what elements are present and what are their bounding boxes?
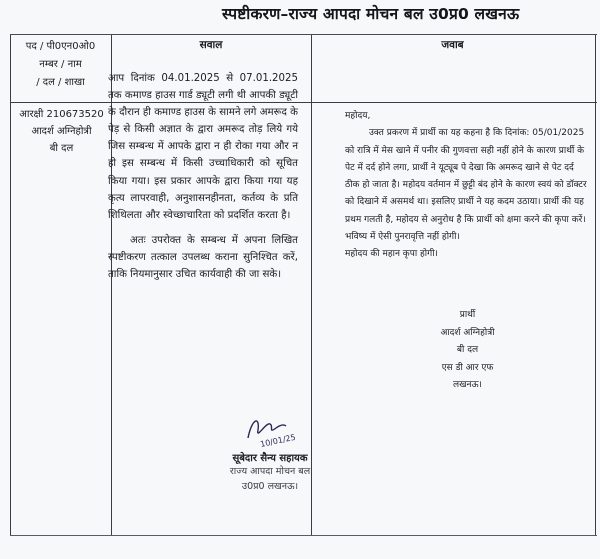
answer-closing: महोदय की महान कृपा होगी।	[345, 249, 438, 260]
person-unit: बी दल	[49, 143, 74, 154]
answer-text	[345, 108, 590, 264]
issuer-org-line-1: राज्य आपदा मोचन बल	[229, 466, 311, 477]
issuer-designation: सूबेदार सैन्य सहायक	[232, 453, 308, 464]
person-details	[12, 106, 111, 157]
answer-paragraph: उक्त प्रकरण में प्रार्थी का यह कहना है कि दिनांक: 05/01/2025 को रात्रि में मेस खाने में पनीर की गुणवत्ता सही नहीं होने के कारण प्रार्थी के पेट में दर्द होने लगा, प्रार्थी ने यूट्यूब पे देखा कि अमरूद खाने से पेट दर्द ठीक हो जाता है। महोदय वर्तमान में छुट्टी बंद होने के कारण स्वयं को डॉक्टर को दिखाने में असमर्थ था। इसलिए प्रार्थी ने यह कदम उठाया। प्रार्थी की यह प्रथम गलती है, महोदय से अनुरोध है कि प्रार्थी को क्षमा करने की कृपा करें। भविष्य में ऐसी पुनरावृत्ति नहीं होगी।	[345, 128, 587, 243]
applicant-signature-block	[400, 307, 535, 395]
issuer-org-line-2: उ0प्र0 लखनऊ।	[241, 481, 299, 492]
applicant-force: एस डी आर एफ	[441, 362, 494, 373]
issuer-signature-block	[200, 412, 340, 494]
question-paragraph-2: अतः उपरोक्त के सम्बन्ध में अपना लिखित स्पष्टीकरण तत्काल उपलब्ध कराना सुनिश्चित करें, ताकि नियमानुसार उचित कार्यवाही की जा सके।	[108, 234, 298, 281]
question-text	[108, 70, 298, 283]
header-answer: जवाब	[441, 39, 464, 51]
person-id: आरक्षी 210673520	[19, 109, 104, 120]
svg-text:10/01/25: 10/01/25	[259, 432, 297, 448]
applicant-label: प्रार्थी	[459, 310, 476, 320]
question-paragraph-1: आप दिनांक 04.01.2025 से 07.01.2025 तक कमाण्ड हाउस गार्ड ड्यूटी लगी थी आपकी ड्यूटी के दौरान ही कमाण्ड हाउस के सामने लगे अमरूद के पेड़ से किसी अज्ञात के द्वारा अमरूद तोड़ लिये गये जिस सम्बन्ध में आपके द्वारा न ही रोका गया और न ही इस सम्बन्ध में किसी उच्चाधिकारी को सूचित किया गया। इस प्रकार आपके द्वारा किया गया यह कृत्य लापरवाही, अनुशासनहीनता, कर्तव्य के प्रति शिथिलता और स्वेच्छाचारिता को प्रदर्शित करता है।	[108, 73, 298, 221]
person-name: आदर्श अग्निहोत्री	[31, 126, 92, 137]
signature-icon	[200, 412, 340, 448]
header-question: सवाल	[199, 39, 223, 51]
answer-salutation: महोदय,	[345, 111, 371, 121]
applicant-unit: बी दल	[456, 345, 479, 355]
header-person: पद / पी0एन0ओ0 नम्बर / नाम / दल / शाखा	[25, 41, 96, 88]
header-divider	[10, 102, 597, 103]
applicant-name: आदर्श अग्निहोत्री	[440, 327, 495, 338]
document-title: स्पष्टीकरण–राज्य आपदा मोचन बल उ0प्र0 लखनऊ	[222, 5, 520, 23]
applicant-city: लखनऊ।	[453, 380, 482, 390]
